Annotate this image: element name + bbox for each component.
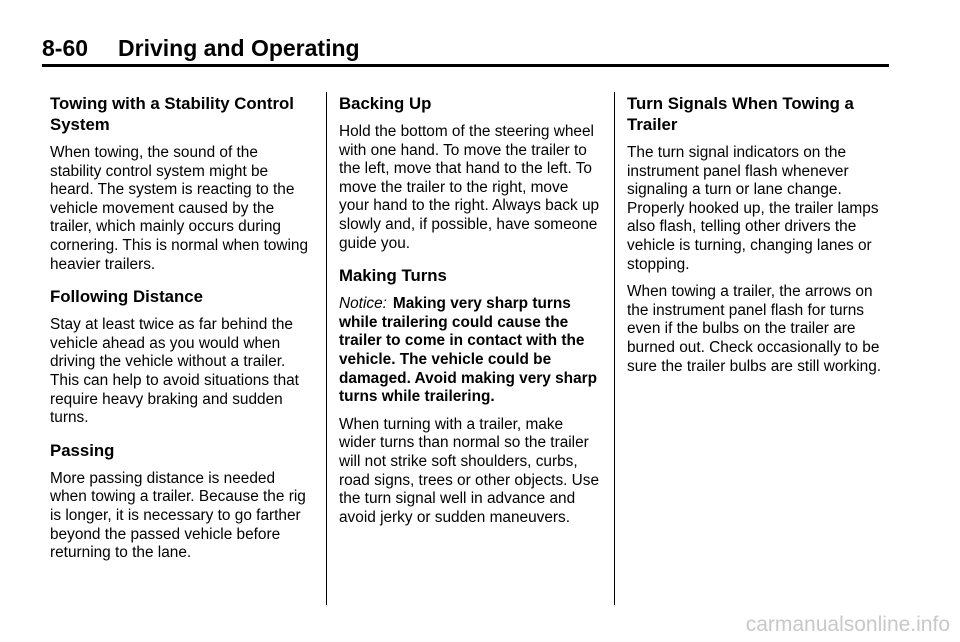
column-divider-2 [614, 92, 615, 605]
body-paragraph: When towing a trailer, the arrows on the instrument panel flash for turns even if the bulbs on the trailer are burned out. Check occasionally to be sure the trailer bulbs are still working. [627, 283, 882, 375]
body-paragraph: When towing, the sound of the stability control system might be heard. The system is reacting to the vehicle movement caused by the trailer, which mainly occurs during cornering. This is normal when towing heavier trailers. [50, 144, 309, 273]
column-right [627, 93, 889, 376]
body-paragraph: When turning with a trailer, make wider turns than normal so the trailer will not strike soft shoulders, curbs, road signs, trees or other objects. Use the turn signal well in advance and avoid jerky or sudden maneuvers. [339, 415, 600, 526]
notice-paragraph [339, 295, 601, 407]
section-backing-up [339, 93, 601, 253]
page-number: 8-60 [42, 35, 89, 61]
body-paragraph: The turn signal indicators on the instrument panel flash whenever signaling a turn or lane change. Properly hooked up, the trailer lamps also flash, telling other drivers the vehicle is turning, changing lanes or stopping. [627, 144, 879, 273]
page-header [42, 34, 888, 62]
section-following-distance [50, 286, 312, 428]
notice-text: Making very sharp turns while trailering could cause the trailer to come in contact with the vehicle. The vehicle could be damaged. Avoid making very sharp turns while trailering. [339, 295, 598, 406]
chapter-title: Driving and Operating [118, 35, 360, 61]
watermark: carmanualsonline.info [745, 613, 950, 636]
column-middle [339, 93, 601, 527]
column-divider-1 [326, 92, 327, 605]
section-making-turns [339, 265, 601, 527]
body-paragraph: Hold the bottom of the steering wheel with one hand. To move the trailer to the left, move that hand to the left. To move the trailer to the right, move your hand to the right. Always back up slowly and, if possible, have someone guide you. [339, 123, 600, 252]
section-heading: Backing Up [339, 94, 432, 113]
section-heading: Towing with a Stability Control System [50, 94, 294, 134]
header-rule [42, 64, 889, 67]
section-heading: Turn Signals When Towing a Trailer [627, 94, 854, 134]
section-turn-signals-towing [627, 93, 889, 376]
section-passing [50, 440, 312, 563]
body-paragraph: More passing distance is needed when towing a trailer. Because the rig is longer, it is necessary to go farther beyond the passed vehicle before returning to the lane. [50, 469, 306, 562]
section-heading: Making Turns [339, 266, 447, 286]
section-towing-stability-control [50, 93, 312, 274]
section-heading: Passing [50, 440, 115, 460]
section-heading: Following Distance [50, 287, 203, 307]
notice-label: Notice: [339, 295, 387, 313]
body-paragraph: Stay at least twice as far behind the vehicle ahead as you would when driving the vehicle without a trailer. This can help to avoid situations that require heavy braking and sudden turns. [50, 316, 299, 427]
column-left [50, 93, 312, 563]
